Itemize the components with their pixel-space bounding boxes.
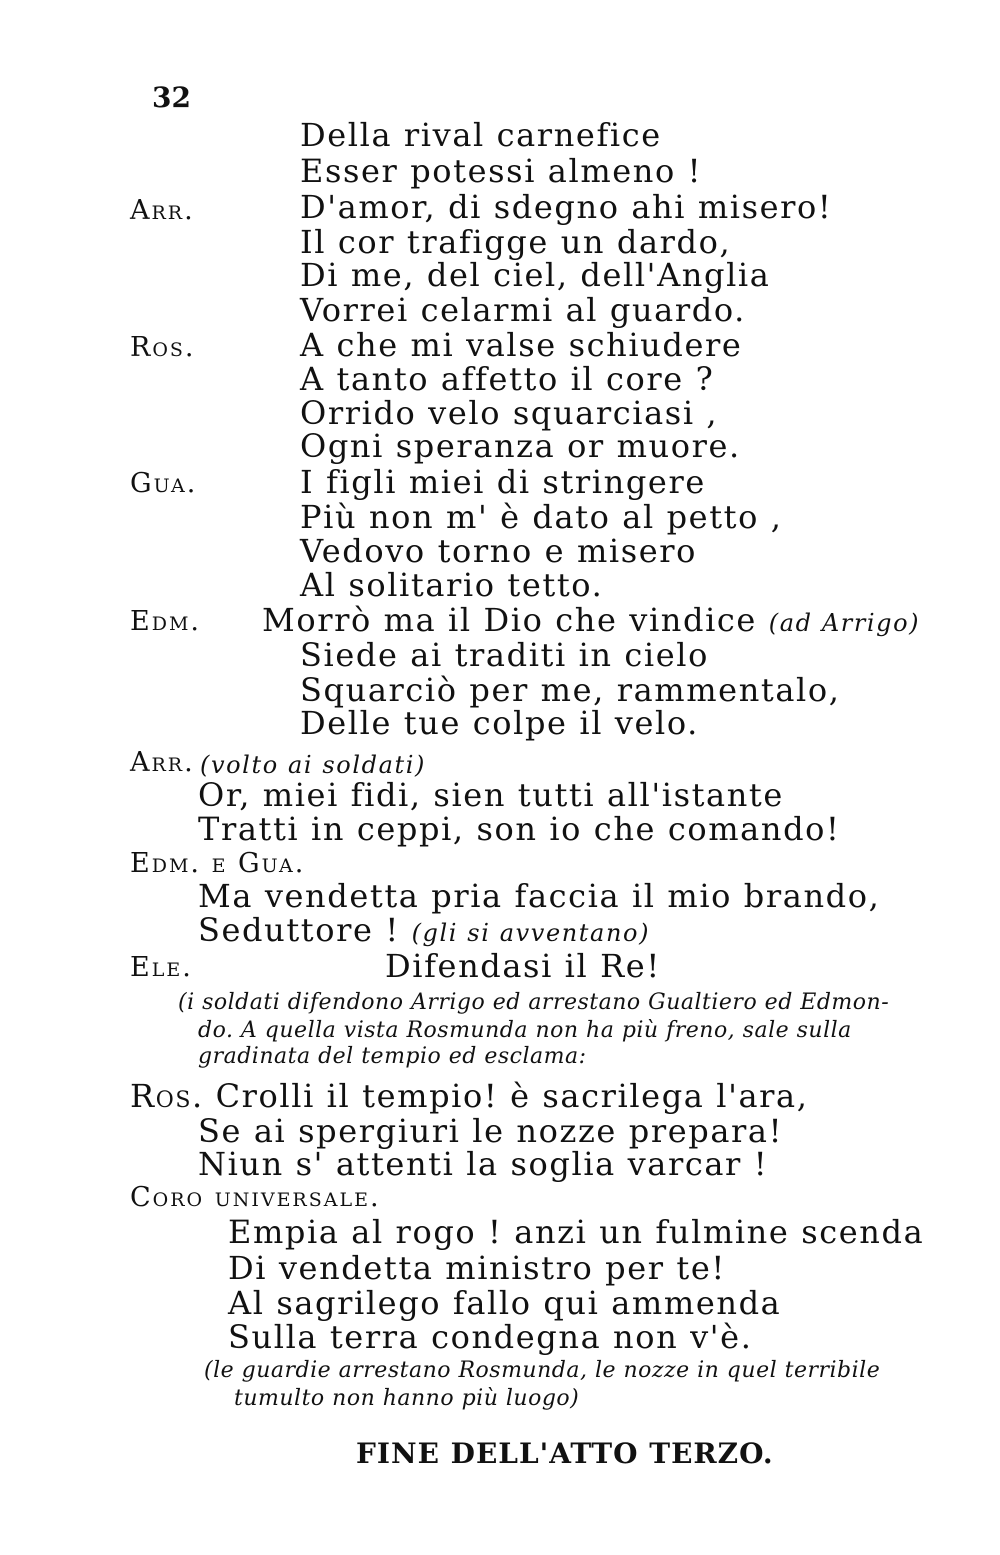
verse-line: Se ai spergiuri le nozze prepara! [198,1112,784,1150]
verse-text: Crolli il tempio! è sacrilega l'ara, [215,1077,809,1115]
verse-line: Orrido velo squarciasi , [300,394,719,432]
stage-direction: (le guardie arrestano Rosmunda, le nozze in quel terribile [204,1358,881,1383]
verse-line: Niun s' attenti la soglia varcar ! [198,1145,769,1183]
verse-line: Più non m' è dato al petto , [300,498,783,536]
verse-line [200,746,426,778]
inline-stage-direction: (ad Arrigo) [768,609,921,637]
speaker-label: Ele. [130,952,193,983]
verse-line: Della rival carnefice [300,116,662,154]
stage-direction: gradinata del tempio ed esclama: [198,1044,587,1069]
inline-stage-direction: (gli si avventano) [411,919,651,947]
stage-direction: (i soldati difendono Arrigo ed arrestano Gualtiero ed Edmon- [178,990,890,1015]
verse-line: Siede ai traditi in cielo [300,636,709,674]
verse-line: Di me, del ciel, dell'Anglia [300,256,771,294]
verse-line: Delle tue colpe il velo. [300,704,699,742]
verse-line: A che mi valse schiudere [300,326,743,364]
verse-line [198,911,651,949]
verse-text: Morrò ma il Dio che vindice [262,601,757,639]
speaker-label: Gua. [130,468,198,499]
verse-line: Squarciò per me, rammentalo, [300,671,841,709]
verse-line: Or, miei fidi, sien tutti all'istante [198,776,784,814]
verse-line: Il cor trafigge un dardo, [300,223,732,261]
speaker-label: Edm. e Gua. [130,848,306,879]
verse-line: Tratti in ceppi, son io che comando! [198,810,841,848]
verse-line: Ma vendetta pria faccia il mio brando, [198,877,881,915]
speaker-label: Arr. [130,747,195,778]
verse-line: Vedovo torno e misero [300,532,698,570]
verse-line: Al sagrilego fallo qui ammenda [228,1284,782,1322]
stage-direction: tumulto non hanno più luogo) [234,1386,580,1411]
inline-stage-direction: (volto ai soldati) [200,751,426,779]
speaker-label: Coro universale. [130,1182,381,1213]
verse-line: Sulla terra condegna non v'è. [228,1318,753,1356]
verse-line [262,601,921,639]
verse-line: Difendasi il Re! [385,947,661,985]
verse-line: Esser potessi almeno ! [300,152,703,190]
verse-line [130,1077,809,1115]
speaker-label: Edm. [130,606,201,637]
verse-line: Ogni speranza or muore. [300,427,741,465]
speaker-label: Ros. [130,332,196,363]
page-number: 32 [152,81,191,114]
verse-line: Di vendetta ministro per te! [228,1249,726,1287]
stage-direction: do. A quella vista Rosmunda non ha più freno, sale sulla [198,1018,852,1043]
verse-text: Seduttore ! [198,911,400,949]
verse-line: A tanto affetto il core ? [300,360,715,398]
act-end-heading: FINE DELL'ATTO TERZO. [356,1437,774,1470]
verse-line: Empia al rogo ! anzi un fulmine scenda [228,1213,925,1251]
speaker-label: Arr. [130,195,195,226]
speaker-label: Ros. [130,1077,204,1115]
verse-line: Vorrei celarmi al guardo. [300,291,746,329]
verse-line: I figli miei di stringere [300,463,706,501]
verse-line: D'amor, di sdegno ahi misero! [300,188,833,226]
verse-line: Al solitario tetto. [300,566,604,604]
